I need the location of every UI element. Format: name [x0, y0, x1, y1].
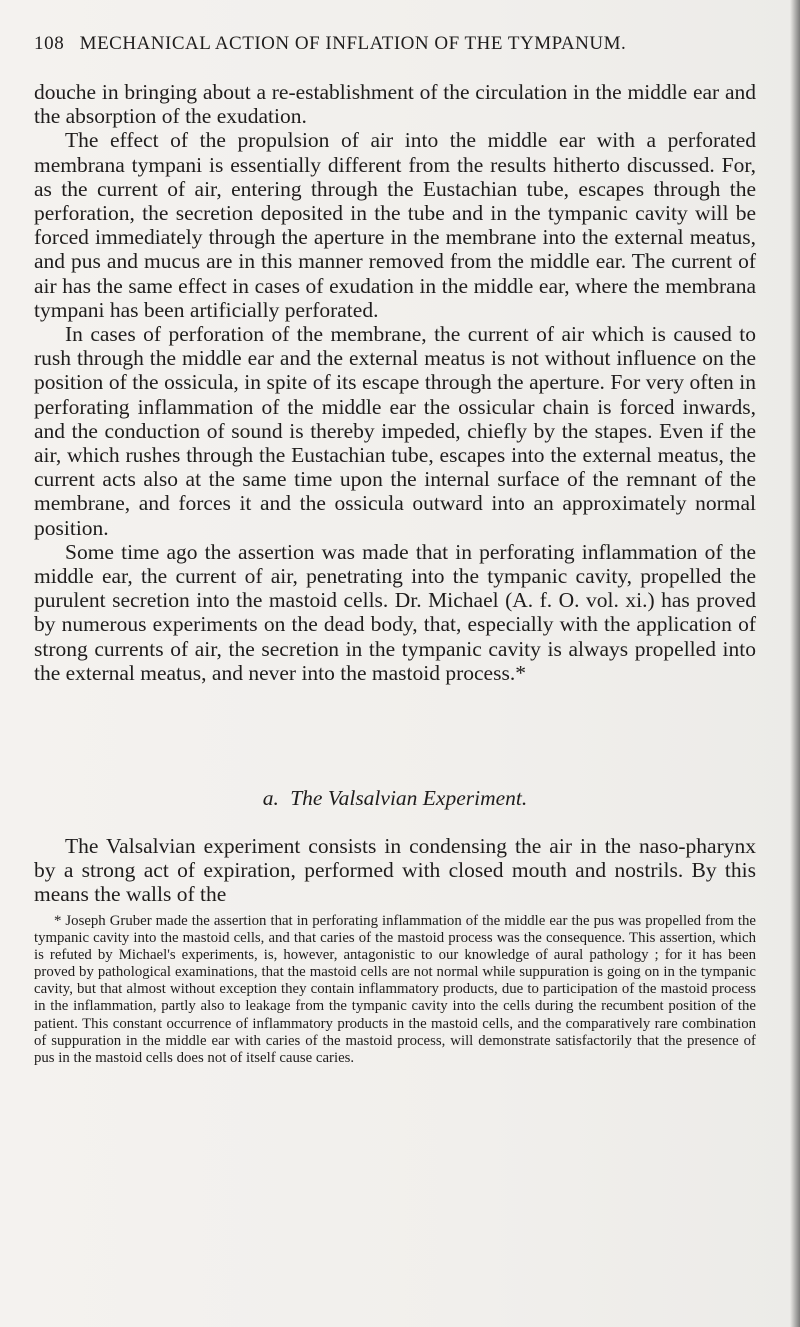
- paragraph: Some time ago the assertion was made that in perforating inflammation of the middle ear, the current of air, penetrating into the tympanic cavity, propelled the purulent secretion into the mastoid cells. Dr. Michael (A. f. O. vol. xi.) has proved by numerous experiments on the dead body, that, especially with the application of strong currents of air, the secretion in the tympanic cavity is always propelled into the external meatus, and never into the mastoid process.*: [34, 539, 756, 685]
- paragraph: In cases of perforation of the membrane, the current of air which is caused to rush through the middle ear and the external meatus is not without influence on the position of the ossicula, in spite of its escape through the aperture. For very often in perforating inflammation of the middle ear the ossicular chain is forced inwards, and the conduction of sound is thereby impeded, chiefly by the stapes. Even if the air, which rushes through the Eustachian tube, escapes into the external meatus, the current acts also at the same time upon the internal surface of the remnant of the membrane, and forces it and the ossicula outward into an approximately normal position.: [34, 322, 756, 540]
- section-heading: [34, 785, 756, 811]
- footnote-text: Joseph Gruber made the assertion that in perforating inflammation of the middle ear the pus was propelled from the tympanic cavity into the mastoid cells, and that caries of the mastoid process was the consequence. This assertion, which is refuted by Michael's experiments, is, however, antagonistic to our knowledge of aural pathology ; for it has been proved by pathological examinations, that the mastoid cells are not normal while suppuration is going on in the tympanic cavity, but that almost without exception they contain inflammatory products, due to participation of the mastoid process in the inflammation, partly also to leakage from the tympanic cavity into the cells during the recumbent position of the patient. This constant occurrence of inflammatory products in the mastoid cells, and the comparatively rare combination of suppuration in the middle ear with caries of the mastoid process, will demonstrate satisfactorily that the presence of pus in the mastoid cells does not of itself cause caries.: [34, 913, 756, 1066]
- paragraph: The effect of the propulsion of air into the middle ear with a perforated membrana tympani is essentially different from the results hitherto discussed. For, as the current of air, entering through the Eustachian tube, escapes through the perforation, the secretion deposited in the tube and in the tympanic cavity will be forced immediately through the aperture in the membrane into the external meatus, and pus and mucus are in this manner removed from the middle ear. The current of air has the same effect in cases of exudation in the middle ear, where the membrana tympani has been artificially perforated.: [34, 128, 756, 322]
- page-number: 108: [34, 33, 65, 54]
- section-label: a.: [262, 786, 279, 810]
- running-header: [34, 32, 754, 56]
- section-title: The Valsalvian Experiment.: [290, 786, 528, 810]
- main-text: [34, 80, 756, 685]
- paragraph: The Valsalvian experiment consists in condensing the air in the naso-pharynx by a strong act of expiration, performed with closed mouth and nostrils. By this means the walls of the: [34, 834, 756, 907]
- paragraph: douche in bringing about a re-establishment of the circulation in the middle ear and the absorption of the exudation.: [34, 80, 756, 129]
- section-text: [34, 834, 756, 907]
- page-edge-shadow: [790, 0, 800, 1327]
- running-title: MECHANICAL ACTION OF INFLATION OF THE TYMPANUM.: [79, 33, 627, 54]
- footnote-marker: *: [54, 913, 62, 929]
- footnote: [34, 913, 756, 1067]
